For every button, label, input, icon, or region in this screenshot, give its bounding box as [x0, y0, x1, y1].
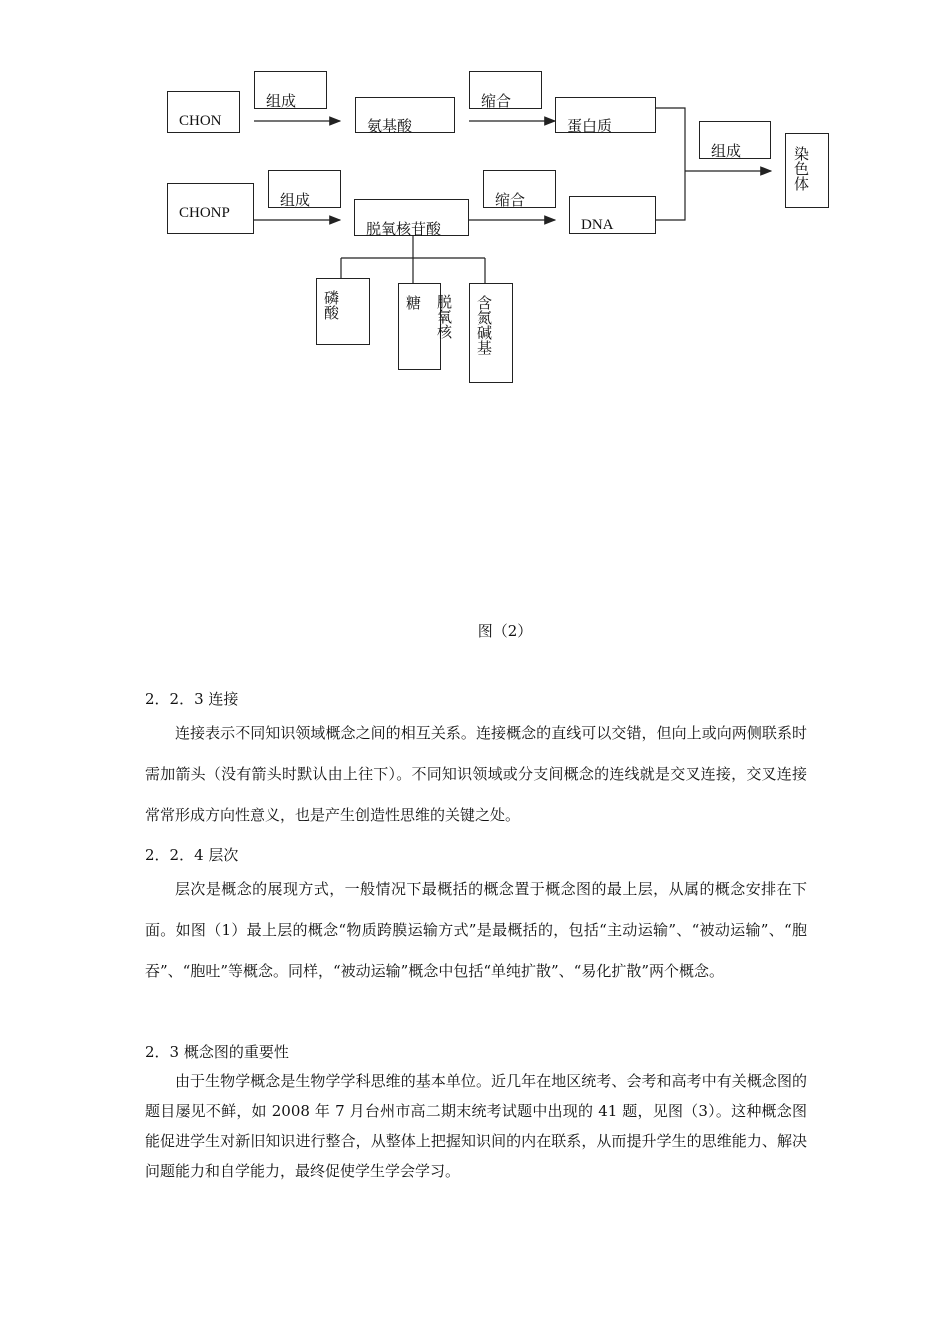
- node-nitrogenous-base: 含氮碱基: [469, 283, 513, 383]
- node-deoxyribose-label: 脱氧核: [435, 294, 453, 339]
- edge-label-compose-2: 组成: [268, 170, 341, 208]
- edge-label-compose-1: 组成: [254, 71, 327, 109]
- node-phosphate: 磷酸: [316, 278, 370, 345]
- section-heading-hierarchy: 2．2．4 层次: [145, 846, 239, 864]
- edge-label-compose-3: 组成: [699, 121, 771, 159]
- section-heading-importance: 2．3 概念图的重要性: [145, 1043, 289, 1061]
- node-chon: CHON: [167, 91, 240, 133]
- node-chonp: CHONP: [167, 183, 254, 234]
- node-sugar: 糖: [398, 283, 441, 370]
- section-body-hierarchy: 层次是概念的展现方式，一般情况下最概括的概念置于概念图的最上层，从属的概念安排在下面。如图（1）最上层的概念“物质跨膜运输方式”是最概括的，包括“主动运输”、“被动运输”、“胞吞”、“胞吐”等概念。同样，“被动运输”概念中包括“单纯扩散”、“易化扩散”两个概念。: [145, 880, 807, 980]
- figure-caption: 图（2）: [477, 622, 533, 640]
- node-dna: DNA: [569, 196, 656, 234]
- concept-map-diagram: [0, 0, 950, 420]
- node-deoxynucleotide: 脱氧核苷酸: [354, 199, 469, 236]
- node-amino-acid: 氨基酸: [355, 97, 455, 133]
- connector-protein-dna-merge: [656, 108, 685, 220]
- node-chromosome: 染色体: [785, 133, 829, 208]
- section-body-importance: 由于生物学概念是生物学学科思维的基本单位。近几年在地区统考、会考和高考中有关概念图的题目屡见不鲜，如 2008 年 7 月台州市高二期末统考试题中出现的 41 题，见图（3）。这种概念图能促进学生对新旧知识进行整合，从整体上把握知识间的内在联系，从而提升学生的思维能力、解决问题能力和自学能力，最终促使学生学会学习。: [145, 1072, 807, 1180]
- edge-label-condense-2: 缩合: [483, 170, 556, 208]
- section-heading-connection: 2．2．3 连接: [145, 690, 239, 708]
- edge-label-condense-1: 缩合: [469, 71, 542, 109]
- node-protein: 蛋白质: [555, 97, 656, 133]
- section-body-connection: 连接表示不同知识领域概念之间的相互关系。连接概念的直线可以交错，但向上或向两侧联系时需加箭头（没有箭头时默认由上往下）。不同知识领域或分支间概念的连线就是交叉连接，交叉连接常常形成方向性意义，也是产生创造性思维的关键之处。: [145, 724, 807, 824]
